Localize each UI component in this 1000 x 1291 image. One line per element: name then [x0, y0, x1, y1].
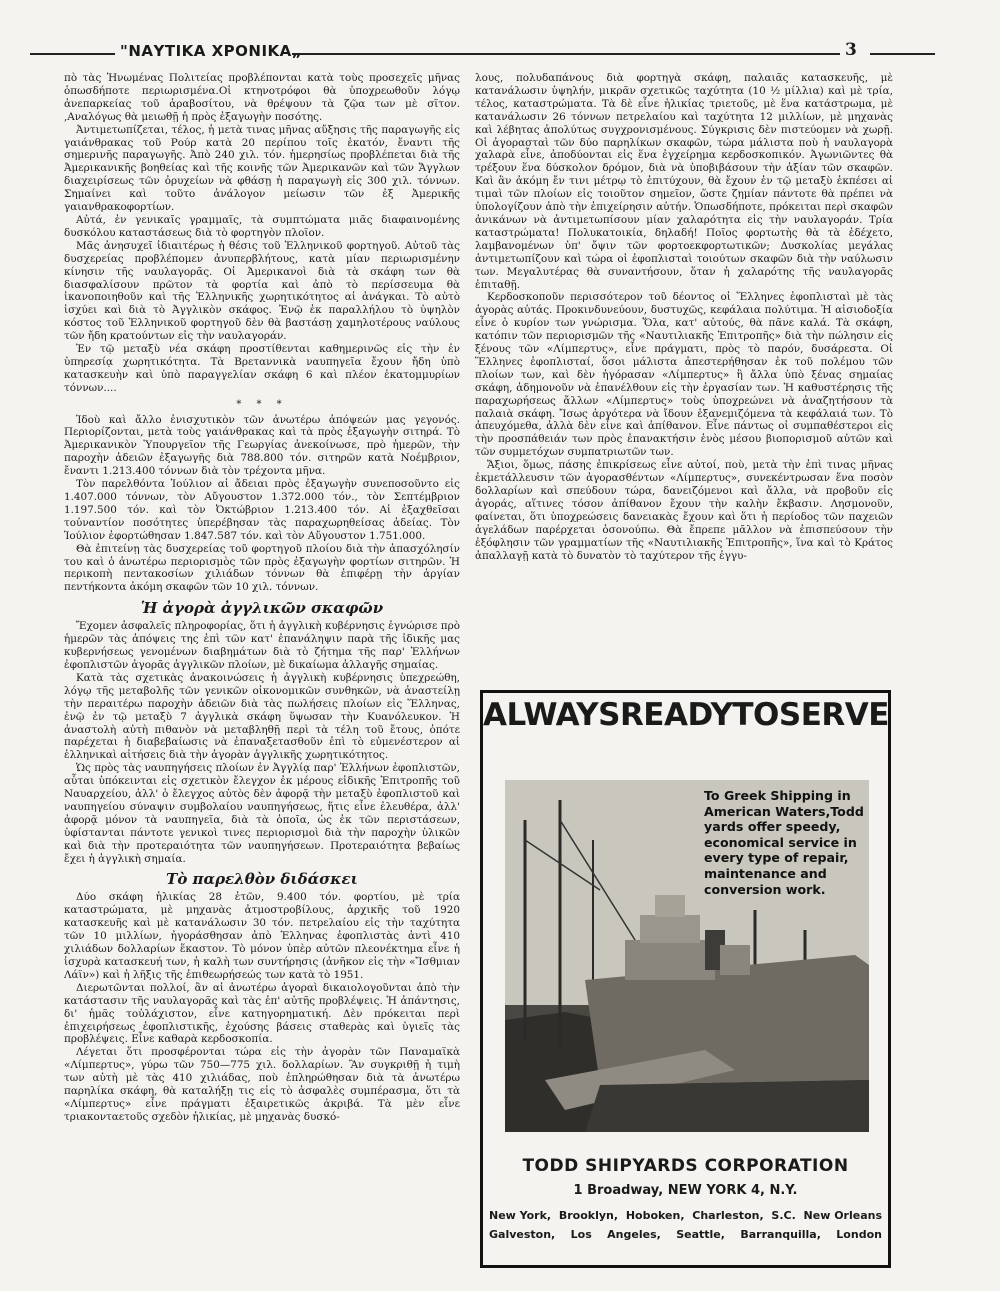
ad-cities-line-1: [489, 1209, 882, 1222]
header-rule-left: [30, 53, 115, 55]
ad-headline: ALWAYSREADYTOSERVE: [483, 697, 889, 733]
paragraph: Δύο σκάφη ἡλικίας 28 ἐτῶν, 9.400 τόν. φορτίου, μὲ τρία καταστρώματα, μὲ μηχανὰς ἀτμοστροβίλους, ἀρχικῆς τοῦ 1920 κατασκευῆς καὶ μὲ κατανάλωσιν 30 τόν. πετρελαίου εἰς τὴν ταχύτητα τῶν 10 μιλλίων, ἠγοράσθησαν ἀπὸ Ἑλληνας ἐφοπλιστὰς ἀντὶ 410 χιλιάδων δολλαρίων ἕκαστον. Τὸ μόνον ὑπὲρ αὐτῶν πλεονέκτημα εἶνε ἡ ἰσχυρὰ κατασκευή των, ἡ καλὴ των συντήρησις (ἀνῆκον εἰς τὴν «Ἴσθμιαν Λάϊν») καὶ ἡ λῆξις τῆς ἐπιθεωρήσεώς των κατὰ τὸ 1951.: [64, 891, 460, 981]
paragraph: Κατὰ τὰς σχετικὰς ἀνακοινώσεις ἡ ἀγγλικὴ κυβέρνησις ὑπεχρεώθη, λόγῳ τῆς μεταβολῆς τῶν γενικῶν οἰκονομικῶν συνθηκῶν, νὰ ἀναστείλῃ τὴν περαιτέρω παροχὴν ἀδειῶν διὰ τὰς πωλήσεις πλοίων εἰς Ἕλληνας, ἐνῷ ἐν τῷ μεταξὺ 7 ἀγγλικὰ σκάφη ὕψωσαν τὴν Κυανόλευκον. Ἡ ἀναστολὴ αὐτὴ πιθανὸν νὰ μεταβληθῇ περὶ τὰ τέλη τοῦ ἔτους, ὁπότε παρέχεται ἡ διαβεβαίωσις νὰ ἐπαναξετασθοῦν ἐπὶ τὸ εὐμενέστερον αἱ ἑλληνικαὶ αἰτήσεις διὰ τὴν ἀγορὰν ἀγγλικῆς χωρητικότητος.: [64, 671, 460, 762]
city-name: Seattle,: [676, 1228, 725, 1241]
page-number: 3: [845, 40, 857, 60]
right-column: [475, 72, 893, 562]
paragraph: Λέγεται ὅτι προσφέρονται τώρα εἰς τὴν ἀγορὰν τῶν Παναμαϊκὰ «Λίμπερτυς», γύρω τῶν 750—775 χιλ. δολλαρίων. Ἂν συγκριθῇ ἡ τιμὴ των αὐτὴ μὲ τὰς 410 χιλιάδας, ποὺ ἐπληρώθησαν διὰ τὰ ἀνωτέρω παρηλίκα σκάφη, θὰ καταλήξῃ τις εἰς τὸ ἀσφαλὲς συμπέρασμα, ὅτι τὰ «Λίμπερτυς» εἶνε πράγματι ἐξαιρετικῶς ἀκριβά. Τὰ μὲν εἶνε τριακονταετοῦς σχεδὸν ἡλικίας, μὲ μηχανὰς δυσκό-: [64, 1046, 460, 1123]
city-name: Hoboken,: [625, 1209, 685, 1222]
paragraph: Μᾶς ἀνησυχεῖ ἰδιαιτέρως ἡ θέσις τοῦ Ἑλληνικοῦ φορτηγοῦ. Αὐτοῦ τὰς δυσχερείας προβλέπομεν ἀνυπερβλήτους, κατὰ μίαν περιωρισμένην κίνησιν τῆς ναυλαγορᾶς. Οἱ Ἀμερικανοὶ διὰ τὰ σκάφη των θὰ διασφαλίσουν πρῶτον τὰ φορτία καὶ ἀπὸ τὸ περίσσευμα θὰ ἱκανοποιηθοῦν καὶ τῆς Ἑλληνικῆς χωρητικότητος αἱ ἀνάγκαι. Τὸ αὐτὸ ἰσχύει καὶ διὰ τὸ Ἀγγλικὸν σκάφος. Ἐνῷ ἐκ παραλλήλου τὸ ὑψηλὸν κόστος τοῦ Ἑλληνικοῦ φορτηγοῦ δὲν θὰ βαστάσῃ χαμηλοτέρους ναύλους τῶν ἤδη κρατούντων εἰς τὴν ναυλαγοράν.: [64, 239, 460, 343]
header-rule-right: [292, 53, 840, 55]
city-name: Angeles,: [607, 1228, 661, 1241]
ad-address: 1 Broadway, NEW YORK 4, N.Y.: [573, 1183, 798, 1198]
paragraph: Θὰ ἐπιτείνῃ τὰς δυσχερείας τοῦ φορτηγοῦ πλοίου διὰ τὴν ἀπασχόλησίν του καὶ ὁ ἀνωτέρω περιορισμὸς τῶν πρὸς ἐξαγωγὴν φορτίων σιτηρῶν. Ἡ περικοπὴ πεντακοσίων χιλιάδων τόννων θὰ ἐπιφέρῃ τὴν ἀργίαν πεντήκοντα ἀκόμη σκαφῶν τῶν 10 χιλ. τόννων.: [64, 542, 460, 594]
section-separator: * * *: [236, 398, 288, 410]
city-name: Brooklyn,: [558, 1209, 619, 1222]
paragraph: Διερωτῶνται πολλοί, ἂν αἱ ἀνωτέρω ἀγοραὶ δικαιολογοῦνται ἀπὸ τὴν κατάστασιν τῆς ναυλαγορᾶς καὶ τὰς ἐπ' αὐτῆς προβλέψεις. Ἡ ἀπάντησις, δι' ἡμᾶς τοὐλάχιστον, εἶνε κατηγορηματική. Δὲν πρόκειται περὶ ἐπιχειρήσεως ἐφοπλιστικῆς, ἐχούσης βάσεις σταθερὰς καὶ ὑγιεῖς τὰς προβλέψεις. Εἶνε καθαρὰ κερδοσκοπία.: [64, 981, 460, 1046]
paragraph: Κερδοσκοποῦν περισσότερον τοῦ δέοντος οἱ Ἕλληνες ἐφοπλισταὶ μὲ τὰς ἀγορὰς αὐτάς. Προκινδυνεύουν, δυστυχῶς, κεφάλαια πολύτιμα. Ἡ αἰσιοδοξία εἶνε ὁ κυρίον των γνώρισμα. Ὅλα, κατ' αὐτούς, θὰ πᾶνε καλά. Τὰ σκάφη, κατόπιν τῶν περιορισμῶν τῆς «Ναυτιλιακῆς Ἐπιτροπῆς» διὰ τὴν πώλησιν εἰς ξένους τῶν «Λίμπερτυς», εἶνε πράγματι, πρὸς τὸ παρόν, δυσάρεστα. Οἱ Ἕλληνες ἐφοπλισταί, ὅσοι μάλιστα ἀπεστερήθησαν ἐκ τοῦ πολέμου τῶν πλοίων των, καὶ δὲν ἠγόρασαν «Λίμπερτυς» ἢ ἄλλα ὑπὸ ξένας σημαίας σκάφη, ἀδημονοῦν νὰ ἐπανέλθουν εἰς τὴν ἐργασίαν των. Ἡ καθυστέρησις τῆς παραχωρήσεως ἄλλων «Λίμπερτυς» τοὺς ὑποχρεώνει νὰ ἀναζητήσουν τὰ παλαιὰ σκάφη. Ἴσως ἀργότερα νὰ ἴδουν ἐξανεμιζόμενα τὰ κεφάλαιά των. Τὸ ἀπευχόμεθα, ἀλλὰ δὲν εἶνε καὶ ἀπίθανον. Εἶνε πάντως οἱ συμπαθέστεροι εἰς τὴν προσπάθειάν των πρὸς ἐπανακτήσιν ἑνὸς μέσου βιοπορισμοῦ αὐτῶν καὶ τῶν συμμετόχων συμπατριωτῶν των.: [475, 291, 893, 459]
paragraph: λους, πολυδαπάνους διὰ φορτηγὰ σκάφη, παλαιᾶς κατασκευῆς, μὲ κατανάλωσιν ὑψηλήν, μικρᾶν σχετικῶς ταχύτητα (10 ½ μίλλια) καὶ μὲ τρία, τέλος, καταστρώματα. Τὰ δὲ εἶνε ἡλικίας τριετοῦς, μὲ ἕνα κατάστρωμα, μὲ κατανάλωσιν 26 τόννων πετρελαίου καὶ ταχύτητα 12 μιλλίων, μὲ μηχανὰς καὶ λέβητας ἀπολύτως συγχρονισμένους. Σύγκρισις δὲν πιστεύομεν νὰ χωρῇ. Οἱ ἀγορασταὶ τῶν δύο παρηλίκων σκαφῶν, τώρα μάλιστα ποὺ ἡ ναυλαγορὰ χαλαρὰ εἶνε, ἀποδύονται εἰς ἕνα ἐγχείρημα κερδοσκοπικόν. Ἀγωνιῶντες θὰ τρέξουν ἕνα δύσκολον δρόμον, διὰ νὰ ὑποβιβάσουν τὴν ἀξίαν τῶν σκαφῶν. Καὶ ἂν ἀκόμη ἔν τινι μέτρῳ τὸ ἐπιτύχουν, θὰ ἔχουν ἐν τῷ μεταξὺ ἐκπέσει αἱ τιμαὶ τῶν πλοίων εἰς τοιοῦτον σημεῖον, ὥστε ζημίαν πάντοτε θὰ πρέπει νὰ ὑπολογίζουν ἀπὸ τὴν ἐπιχείρησιν αὐτήν. Ὁπωσδήποτε, πρόκειται περὶ σκαφῶν ἀνικάνων νὰ ἀντιμετωπίσουν μίαν χαλαρότητα εἰς τὴν ναυλαγοράν. Τρία καταστρώματα! Πολυκατοικία, δηλαδή! Ποῖος φορτωτὴς θὰ τὰ ἐδέχετο, λαμβανομένων ὑπ' ὄψιν τῶν φορτοεκφορτωτικῶν; Δυσκολίας μεγάλας ἀντιμετωπίζουν καὶ τώρα οἱ ἐφοπλισταὶ τοιούτων σκαφῶν διὰ τὴν ναύλωσιν των. Μεγαλυτέρας θὰ συναντήσουν, ὅταν ἡ χαλαρότης τῆς ναυλαγορᾶς ἐπιταθῇ.: [475, 72, 893, 291]
paragraph: πὸ τὰς Ἡνωμένας Πολιτείας προβλέπονται κατὰ τοὺς προσεχεῖς μῆνας ὁπωσδήποτε περιωρισμένα.Οἱ κτηνοτρόφοι θὰ ὑποχρεωθοῦν λόγῳ ἀνεπαρκείας τοῦ ἀραβοσίτου, νὰ θρέψουν τὰ ζῷα των μὲ σῖτον. ,Αναλόγως θὰ μειωθῇ ἡ πρὸς ἐξαγωγὴν ποσότης.: [64, 72, 460, 123]
city-name: Galveston,: [489, 1228, 556, 1241]
city-name: S.C.: [771, 1209, 796, 1222]
paragraph: Ὡς πρὸς τὰς ναυπηγήσεις πλοίων ἐν Ἀγγλίᾳ παρ' Ἑλλήνων ἐφοπλιστῶν, αὗται ὑπόκεινται εἰς σχετικὸν ἔλεγχον ἐκ μέρους εἰδικῆς Ἐπιτροπῆς τοῦ Ναυαρχείου, ἀλλ' ὁ ἔλεγχος αὐτὸς δὲν ἀφορᾷ τὴν μεταξὺ ἐφοπλιστοῦ καὶ ναυπηγείου σύναψιν συμβολαίου ναυπηγήσεως, ἥτις εἶνε ἐλευθέρα, ἀλλ' ἀφορᾷ μόνον τὰ ναυπηγεῖα, διὰ τὰ ὁποῖα, ὡς ἐκ τῶν περιστάσεων, ὑφίστανται πάντοτε γενικοὶ τινες περιορισμοὶ διὰ τὴν παροχὴν ὑλικῶν καὶ διὰ τὴν προτεραιότητα τῶν ναυπηγήσεων. Προτεραιότητα βεβαίως ἔχει ἡ ἀγγλικὴ σημαία.: [64, 762, 460, 865]
section-heading: Τὸ παρελθὸν διδάσκει: [166, 870, 358, 889]
city-name: Charleston,: [692, 1209, 764, 1222]
page-header: [30, 42, 935, 68]
paragraph: Τὸν παρελθόντα Ἰούλιον αἱ ἄδειαι πρὸς ἐξαγωγὴν συνεποσοῦντο εἰς 1.407.000 τόννων, τὸν Αὔγουστον 1.372.000 τόν., τὸν Σεπτέμβριον 1.197.500 τόν. καὶ τὸν Ὀκτώβριον 1.213.400 τόν. Αἱ ἐξαχθεῖσαι τοὐναντίον ποσότητες ὑπερέβησαν τὰς παραχωρηθείσας ἀδείας. Τὸν Ἰούλιον ἐφορτώθησαν 1.847.587 τόν. καὶ τὸν Αὔγουστον 1.751.000.: [64, 478, 460, 542]
city-name: London: [836, 1228, 882, 1241]
advertisement: [480, 690, 891, 1268]
paragraph: Ἀντιμετωπίζεται, τέλος, ἡ μετὰ τινας μῆνας αὔξησις τῆς παραγωγῆς εἰς γαιάνθρακας τοῦ Ρούρ κατὰ 20 περίπου τοῖς ἑκατόν, ἔναντι τῆς σημερινῆς παραγωγῆς. Ἀπὸ 240 χιλ. τόν. ἡμερησίως προβλέπεται διὰ τῆς Ἀμερικανικῆς βοηθείας καὶ τῆς κοινῆς τῶν Ἀμερικανῶν καὶ τῶν Ἄγγλων διαχειρίσεως τῶν ὀρυχείων νὰ φθάσῃ ἡ παραγωγὴ εἰς 300 χιλ. τόννων. Σημαίνει καὶ τοῦτο ἀνάλογον μείωσιν τῶν ἐξ Ἀμερικῆς γαιανθρακοφορτίων.: [64, 123, 460, 214]
section-heading: Ἡ ἀγορὰ ἀγγλικῶν σκαφῶν: [140, 599, 384, 618]
ad-tagline: To Greek Shipping in American Waters,Todd yards offer speedy, economical service in every type of repair, maintenance and conversion work.: [704, 788, 864, 897]
paragraph: Ἐν τῷ μεταξὺ νέα σκάφη προστίθενται καθημερινῶς εἰς τὴν ἐν ὑπηρεσίᾳ χωρητικότητα. Τὰ Βρεταννικὰ ναυπηγεῖα ἔχουν ἤδη ὑπὸ κατασκευὴν καὶ ὑπὸ παραγγελίαν σκάφη 6 καὶ πλέον ἑκατομμυρίων τόννων....: [64, 343, 460, 394]
left-column: [64, 72, 460, 1124]
paragraph: Ἔχομεν ἀσφαλεῖς πληροφορίας, ὅτι ἡ ἀγγλικὴ κυβέρνησις ἐγνώρισε πρὸ ἡμερῶν τὰς ἀπόψεις της ἐπὶ τῶν κατ' ἐπανάληψιν παρὰ τῆς ἰδικῆς μας κυβερνήσεως γενομένων διαβημάτων διὰ τὸ ζήτημα τῆς παρ' Ἑλλήνων ἐφοπλιστῶν ἀγορᾶς ἀγγλικῶν πλοίων, μὲ δικαίωμα ἀλλαγῆς σημαίας.: [64, 620, 460, 671]
publication-title: "ΝΑΥΤΙΚΑ ΧΡΟΝΙΚΑ„: [120, 42, 303, 60]
paragraph: Αὐτά, ἐν γενικαῖς γραμμαῖς, τὰ συμπτώματα μιᾶς διαφαινομένης δυσκόλου καταστάσεως διὰ τὸ φορτηγὸν πλοῖον.: [64, 213, 460, 239]
city-name: New York,: [489, 1209, 552, 1222]
header-rule-end: [870, 53, 935, 55]
city-name: New Orleans: [803, 1209, 882, 1222]
paragraph: Ἄξιοι, ὅμως, πάσης ἐπικρίσεως εἶνε αὐτοί, ποὺ, μετὰ τὴν ἐπὶ τινας μῆνας ἐκμετάλλευσιν τῶν ἀγορασθέντων «Λίμπερτυς», συνεκέντρωσαν ἕνα ποσὸν δολλαρίων καὶ σπεύδουν τώρα, δανειζόμενοι καὶ ἄλλα, νὰ προβοῦν εἰς ἀγοράς, αἵτινες τόσον ἀπίθανον ἔχουν τὴν καλὴν ἔκβασιν. Λησμονοῦν, φαίνεται, ὅτι ὑποχρεώσεις δανειακὰς ἔχουν καὶ ὅτι ἡ περίοδος τῶν παχειῶν ἀγελάδων παρέρχεται ὁσονούπω. Θὰ ἔπρεπε μᾶλλον νὰ ἐπισπεύσουν τὴν ἐξόφλησιν τῶν γραμματίων τῆς «Ναυτιλιακῆς Ἐπιτροπῆς», ἵνα καὶ τὸ Κράτος ἀπαλλαγῇ κατὰ τὸ δυνατὸν τὸ ταχύτερον τῆς ἐγγυ-: [475, 459, 893, 562]
ad-cities-line-2: [489, 1228, 882, 1241]
ad-company-name: TODD SHIPYARDS CORPORATION: [522, 1156, 849, 1176]
city-name: Barranquilla,: [740, 1228, 821, 1241]
paragraph: Ἰδοὺ καὶ ἄλλο ἐνισχυτικὸν τῶν ἀνωτέρω ἀπόψεών μας γεγονός. Περιορίζονται, μετὰ τοὺς γαιάνθρακας καὶ τὰ πρὸς ἐξαγωγὴν σιτηρά. Τὸ Ἀμερικανικὸν Ὑπουργεῖον τῆς Γεωργίας ἀνεκοίνωσε, πρὸ ἡμερῶν, τὴν παροχὴν ἀδειῶν ἐξαγωγῆς διὰ 788.800 τόν. σιτηρῶν κατὰ Νοέμβριον, ἔναντι 1.213.400 τόννων διὰ τὸν τρέχοντα μῆνα.: [64, 413, 460, 478]
city-name: Los: [570, 1228, 592, 1241]
